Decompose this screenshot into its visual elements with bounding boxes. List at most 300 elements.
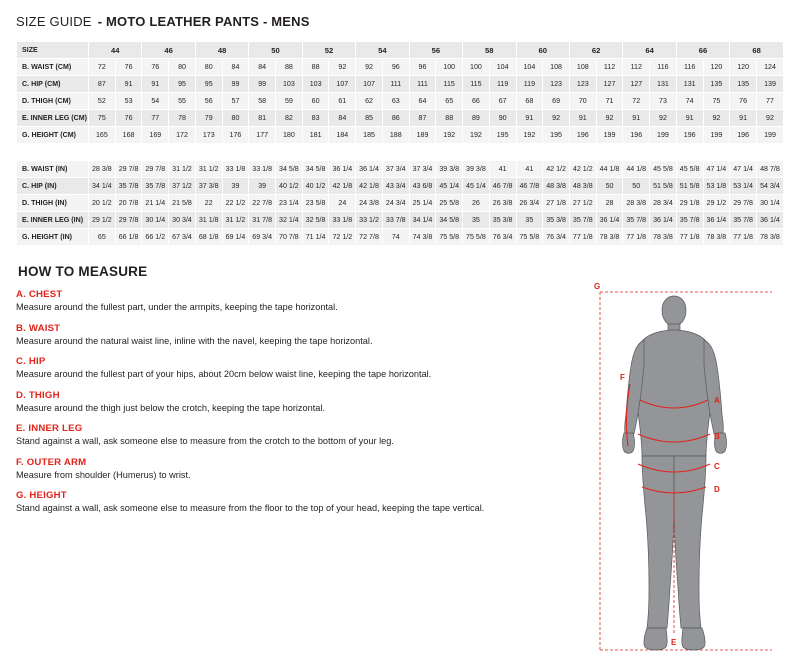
table-cell: 192 xyxy=(516,127,543,144)
table-cell: 26 3/8 xyxy=(489,195,516,212)
table-cell: 35 3/8 xyxy=(543,212,570,229)
table-cell: 81 xyxy=(249,110,276,127)
table-cell: 131 xyxy=(650,76,677,93)
table-cell: 116 xyxy=(676,59,703,76)
measure-item xyxy=(16,423,616,448)
table-cell: 76 xyxy=(115,59,142,76)
measure-item xyxy=(16,490,616,515)
table-row xyxy=(17,110,784,127)
table-row xyxy=(17,195,784,212)
table-header-cell: 68 xyxy=(730,42,784,59)
table-cell: 35 7/8 xyxy=(623,212,650,229)
table-cell: 116 xyxy=(650,59,677,76)
table-cell: 39 3/8 xyxy=(436,161,463,178)
table-cell: 35 7/8 xyxy=(730,212,757,229)
table-cell: 55 xyxy=(169,93,196,110)
measure-item-body: Stand against a wall, ask someone else to measure from the crotch to the bottom of your leg. xyxy=(16,436,394,446)
table-cell: 29 7/8 xyxy=(142,161,169,178)
row-label: B. WAIST (IN) xyxy=(17,161,89,178)
table-cell: 45 5/8 xyxy=(650,161,677,178)
label-d: D xyxy=(714,485,720,494)
table-cell: 177 xyxy=(249,127,276,144)
table-cell: 29 7/8 xyxy=(115,212,142,229)
table-cell: 60 xyxy=(302,93,329,110)
table-cell: 100 xyxy=(463,59,490,76)
table-cell: 189 xyxy=(409,127,436,144)
table-cell: 88 xyxy=(276,59,303,76)
label-g-top: G xyxy=(594,282,601,291)
table-cell: 103 xyxy=(302,76,329,93)
table-cell: 41 xyxy=(516,161,543,178)
table-cell: 45 1/4 xyxy=(436,178,463,195)
table-cell: 34 5/8 xyxy=(302,161,329,178)
table-cell: 75 xyxy=(703,93,730,110)
table-cell: 28 3/8 xyxy=(89,161,116,178)
table-cell: 107 xyxy=(356,76,383,93)
table-cell: 37 1/2 xyxy=(169,178,196,195)
table-cell: 199 xyxy=(703,127,730,144)
measure-item-body: Measure from shoulder (Humerus) to wrist. xyxy=(16,469,191,480)
table-cell: 29 7/8 xyxy=(730,195,757,212)
table-cell: 36 1/4 xyxy=(703,212,730,229)
table-cell: 66 1/2 xyxy=(142,229,169,246)
table-cell: 37 3/4 xyxy=(409,161,436,178)
table-cell: 99 xyxy=(222,76,249,93)
table-cell: 30 3/4 xyxy=(169,212,196,229)
table-header-cell: 52 xyxy=(302,42,355,59)
table-cell: 119 xyxy=(489,76,516,93)
table-cell: 119 xyxy=(516,76,543,93)
table-cell: 31 1/2 xyxy=(222,212,249,229)
table-cell: 92 xyxy=(756,110,783,127)
table-cell: 78 3/8 xyxy=(703,229,730,246)
table-cell: 84 xyxy=(329,110,356,127)
table-header-cell: 56 xyxy=(409,42,462,59)
table-cell: 57 xyxy=(222,93,249,110)
table-cell: 35 7/8 xyxy=(115,178,142,195)
table-cell: 135 xyxy=(730,76,757,93)
table-cell: 199 xyxy=(596,127,623,144)
table-cell: 95 xyxy=(169,76,196,93)
table-cell: 30 1/4 xyxy=(756,195,783,212)
table-cell: 20 1/2 xyxy=(89,195,116,212)
table-cell: 71 1/4 xyxy=(302,229,329,246)
table-cell: 33 1/8 xyxy=(222,161,249,178)
table-cell: 77 xyxy=(142,110,169,127)
row-label: G. HEIGHT (CM) xyxy=(17,127,89,144)
table-cell: 173 xyxy=(195,127,222,144)
table-cell: 66 xyxy=(463,93,490,110)
table-cell: 100 xyxy=(436,59,463,76)
measure-item xyxy=(16,356,616,381)
table-cell: 23 1/4 xyxy=(276,195,303,212)
table-cell: 99 xyxy=(249,76,276,93)
table-cell: 64 xyxy=(409,93,436,110)
table-cell: 184 xyxy=(329,127,356,144)
table-cell: 24 3/4 xyxy=(382,195,409,212)
table-cell: 34 1/4 xyxy=(89,178,116,195)
table-cell: 72 1/2 xyxy=(329,229,356,246)
table-cell: 42 1/2 xyxy=(569,161,596,178)
table-cell: 24 xyxy=(329,195,356,212)
row-label: E. INNER LEG (CM) xyxy=(17,110,89,127)
measure-item-heading: A. CHEST xyxy=(16,289,63,300)
table-cell: 92 xyxy=(650,110,677,127)
page-title xyxy=(16,14,784,29)
table-cell: 29 7/8 xyxy=(115,161,142,178)
table-cell: 188 xyxy=(382,127,409,144)
table-cell: 33 7/8 xyxy=(382,212,409,229)
table-cell: 67 3/4 xyxy=(169,229,196,246)
table-cell: 69 3/4 xyxy=(249,229,276,246)
table-cell: 36 1/4 xyxy=(596,212,623,229)
table-cell: 65 xyxy=(436,93,463,110)
table-cell: 89 xyxy=(463,110,490,127)
table-cell: 72 xyxy=(623,93,650,110)
table-cell: 103 xyxy=(276,76,303,93)
table-cell: 27 1/2 xyxy=(569,195,596,212)
table-cell: 70 7/8 xyxy=(276,229,303,246)
table-cell: 27 1/8 xyxy=(543,195,570,212)
table-cell: 77 1/8 xyxy=(676,229,703,246)
table-cell: 44 1/8 xyxy=(623,161,650,178)
table-cell: 72 7/8 xyxy=(356,229,383,246)
table-cell: 46 7/8 xyxy=(516,178,543,195)
table-cell: 91 xyxy=(142,76,169,93)
table-cell: 62 xyxy=(356,93,383,110)
table-cell: 34 5/8 xyxy=(436,212,463,229)
table-cell: 71 xyxy=(596,93,623,110)
table-cell: 47 1/4 xyxy=(730,161,757,178)
measure-item xyxy=(16,323,616,348)
table-cell: 72 xyxy=(89,59,116,76)
table-cell: 35 xyxy=(463,212,490,229)
table-cell: 36 1/4 xyxy=(329,161,356,178)
table-header-cell: 58 xyxy=(463,42,516,59)
table-cell: 52 xyxy=(89,93,116,110)
table-cell: 20 7/8 xyxy=(115,195,142,212)
table-cell: 48 7/8 xyxy=(756,161,783,178)
table-cell: 32 5/8 xyxy=(302,212,329,229)
table-row xyxy=(17,178,784,195)
table-cell: 34 5/8 xyxy=(276,161,303,178)
table-cell: 76 xyxy=(142,59,169,76)
size-table xyxy=(16,41,784,246)
table-cell: 36 1/4 xyxy=(650,212,677,229)
table-cell: 36 1/4 xyxy=(356,161,383,178)
table-cell: 48 3/8 xyxy=(543,178,570,195)
table-cell: 196 xyxy=(676,127,703,144)
table-cell: 95 xyxy=(195,76,222,93)
table-cell: 181 xyxy=(302,127,329,144)
measure-item-heading: B. WAIST xyxy=(16,322,61,334)
table-cell: 124 xyxy=(756,59,783,76)
table-cell: 28 3/4 xyxy=(650,195,677,212)
table-cell: 127 xyxy=(596,76,623,93)
measure-item-body: Measure around the fullest part, under the armpits, keeping the tape horizontal. xyxy=(16,302,338,312)
table-cell: 91 xyxy=(516,110,543,127)
measure-item xyxy=(16,289,616,314)
table-spacer xyxy=(17,144,784,161)
table-cell: 39 xyxy=(249,178,276,195)
table-cell: 111 xyxy=(409,76,436,93)
table-row xyxy=(17,127,784,144)
table-cell: 112 xyxy=(623,59,650,76)
table-cell: 33 1/8 xyxy=(329,212,356,229)
table-cell: 195 xyxy=(489,127,516,144)
table-cell: 73 xyxy=(650,93,677,110)
table-header-cell: 44 xyxy=(89,42,142,59)
table-cell: 42 1/2 xyxy=(543,161,570,178)
table-cell: 91 xyxy=(623,110,650,127)
table-cell: 42 1/8 xyxy=(356,178,383,195)
table-cell: 51 5/8 xyxy=(676,178,703,195)
table-cell: 39 xyxy=(222,178,249,195)
table-cell: 90 xyxy=(489,110,516,127)
table-cell: 78 3/8 xyxy=(596,229,623,246)
measure-item xyxy=(16,390,616,415)
table-cell: 23 5/8 xyxy=(302,195,329,212)
table-cell: 88 xyxy=(436,110,463,127)
measure-item-heading: C. HIP xyxy=(16,356,46,367)
table-cell: 107 xyxy=(329,76,356,93)
table-cell: 87 xyxy=(409,110,436,127)
row-label: D. THIGH (IN) xyxy=(17,195,89,212)
table-cell: 63 xyxy=(382,93,409,110)
table-cell: 120 xyxy=(703,59,730,76)
table-cell: 192 xyxy=(436,127,463,144)
table-cell: 22 7/8 xyxy=(249,195,276,212)
table-cell: 74 xyxy=(676,93,703,110)
table-row xyxy=(17,229,784,246)
measure-item-body: Measure around the natural waist line, inline with the navel, keeping the tape horizontal. xyxy=(16,335,373,346)
table-cell: 104 xyxy=(489,59,516,76)
measure-item-body: Stand against a wall, ask someone else to measure from the floor to the top of your head, keeping the tape vertical. xyxy=(16,503,485,513)
table-header-cell: 64 xyxy=(623,42,676,59)
table-cell: 26 3/4 xyxy=(516,195,543,212)
table-cell: 22 1/2 xyxy=(222,195,249,212)
table-cell: 68 xyxy=(516,93,543,110)
table-cell: 35 7/8 xyxy=(676,212,703,229)
table-cell: 92 xyxy=(356,59,383,76)
table-cell: 33 1/2 xyxy=(356,212,383,229)
table-cell: 33 1/8 xyxy=(249,161,276,178)
table-cell: 40 1/2 xyxy=(276,178,303,195)
table-cell: 45 5/8 xyxy=(676,161,703,178)
label-f: F xyxy=(620,373,625,382)
table-cell: 85 xyxy=(356,110,383,127)
table-cell: 111 xyxy=(382,76,409,93)
table-cell: 79 xyxy=(195,110,222,127)
table-cell: 77 1/8 xyxy=(623,229,650,246)
table-cell: 76 3/4 xyxy=(543,229,570,246)
table-cell: 83 xyxy=(302,110,329,127)
table-cell: 108 xyxy=(543,59,570,76)
table-header-cell: 50 xyxy=(249,42,302,59)
table-cell: 25 5/8 xyxy=(436,195,463,212)
row-label: C. HIP (IN) xyxy=(17,178,89,195)
table-cell: 56 xyxy=(195,93,222,110)
table-cell: 123 xyxy=(569,76,596,93)
table-cell: 40 1/2 xyxy=(302,178,329,195)
table-cell: 120 xyxy=(730,59,757,76)
row-label: G. HEIGHT (IN) xyxy=(17,229,89,246)
table-cell: 76 xyxy=(115,110,142,127)
table-cell: 31 1/2 xyxy=(195,161,222,178)
table-cell: 165 xyxy=(89,127,116,144)
table-cell: 39 3/8 xyxy=(463,161,490,178)
table-cell: 68 1/8 xyxy=(195,229,222,246)
table-cell: 131 xyxy=(676,76,703,93)
table-cell: 196 xyxy=(569,127,596,144)
table-cell: 29 1/2 xyxy=(89,212,116,229)
table-cell: 196 xyxy=(730,127,757,144)
table-header-cell: 48 xyxy=(195,42,248,59)
row-label: E. INNER LEG (IN) xyxy=(17,212,89,229)
table-cell: 53 xyxy=(115,93,142,110)
table-cell: 61 xyxy=(329,93,356,110)
how-to-measure-title: HOW TO MEASURE xyxy=(18,264,148,279)
table-cell: 30 1/4 xyxy=(142,212,169,229)
table-header-cell: 54 xyxy=(356,42,409,59)
table-cell: 50 xyxy=(596,178,623,195)
table-header-cell: SIZE xyxy=(17,42,89,59)
table-cell: 29 1/8 xyxy=(676,195,703,212)
table-cell: 104 xyxy=(516,59,543,76)
table-cell: 53 1/8 xyxy=(703,178,730,195)
table-cell: 135 xyxy=(703,76,730,93)
table-cell: 31 1/8 xyxy=(195,212,222,229)
table-cell: 32 1/4 xyxy=(276,212,303,229)
table-cell: 42 1/8 xyxy=(329,178,356,195)
table-cell: 91 xyxy=(730,110,757,127)
table-cell: 75 xyxy=(89,110,116,127)
table-cell: 139 xyxy=(756,76,783,93)
table-cell: 180 xyxy=(276,127,303,144)
table-cell: 22 xyxy=(195,195,222,212)
table-cell: 21 5/8 xyxy=(169,195,196,212)
table-cell: 45 1/4 xyxy=(463,178,490,195)
label-a: A xyxy=(714,396,720,405)
table-cell: 70 xyxy=(569,93,596,110)
table-cell: 69 xyxy=(543,93,570,110)
table-cell: 75 5/8 xyxy=(436,229,463,246)
table-cell: 34 1/4 xyxy=(409,212,436,229)
table-row xyxy=(17,76,784,93)
label-e: E xyxy=(671,638,677,647)
table-cell: 91 xyxy=(569,110,596,127)
table-cell: 82 xyxy=(276,110,303,127)
table-cell: 46 7/8 xyxy=(489,178,516,195)
table-cell: 35 7/8 xyxy=(569,212,596,229)
table-cell: 74 3/8 xyxy=(409,229,436,246)
table-cell: 48 3/8 xyxy=(569,178,596,195)
table-row xyxy=(17,212,784,229)
label-b: B xyxy=(714,432,720,441)
table-cell: 78 3/8 xyxy=(756,229,783,246)
title-main: SIZE GUIDE xyxy=(16,14,92,29)
table-cell: 176 xyxy=(222,127,249,144)
table-cell: 76 xyxy=(730,93,757,110)
table-header-cell: 60 xyxy=(516,42,569,59)
table-cell: 69 1/4 xyxy=(222,229,249,246)
measure-item-heading: D. THIGH xyxy=(16,389,60,401)
table-cell: 43 3/4 xyxy=(382,178,409,195)
table-row xyxy=(17,59,784,76)
row-label: D. THIGH (CM) xyxy=(17,93,89,110)
table-cell: 127 xyxy=(623,76,650,93)
table-cell: 43 6/8 xyxy=(409,178,436,195)
table-cell: 84 xyxy=(222,59,249,76)
table-cell: 123 xyxy=(543,76,570,93)
table-cell: 31 1/2 xyxy=(169,161,196,178)
table-cell: 80 xyxy=(222,110,249,127)
table-cell: 96 xyxy=(382,59,409,76)
measure-item-heading: F. OUTER ARM xyxy=(16,456,87,468)
table-cell: 58 xyxy=(249,93,276,110)
table-cell: 76 3/4 xyxy=(489,229,516,246)
table-cell: 196 xyxy=(623,127,650,144)
table-cell: 80 xyxy=(169,59,196,76)
table-cell: 112 xyxy=(596,59,623,76)
table-cell: 77 xyxy=(756,93,783,110)
measure-item-heading: G. HEIGHT xyxy=(16,490,67,501)
table-cell: 37 3/4 xyxy=(382,161,409,178)
table-cell: 77 1/8 xyxy=(730,229,757,246)
table-cell: 67 xyxy=(489,93,516,110)
table-cell: 78 3/8 xyxy=(650,229,677,246)
table-cell: 66 1/8 xyxy=(115,229,142,246)
table-cell: 74 xyxy=(382,229,409,246)
table-cell: 41 xyxy=(489,161,516,178)
table-cell: 54 xyxy=(142,93,169,110)
table-cell: 59 xyxy=(276,93,303,110)
table-cell: 92 xyxy=(703,110,730,127)
table-cell: 92 xyxy=(596,110,623,127)
table-cell: 199 xyxy=(650,127,677,144)
table-cell: 91 xyxy=(115,76,142,93)
table-cell: 29 1/2 xyxy=(703,195,730,212)
table-row xyxy=(17,93,784,110)
table-cell: 26 xyxy=(463,195,490,212)
table-header-cell: 46 xyxy=(142,42,195,59)
row-label: C. HIP (CM) xyxy=(17,76,89,93)
table-cell: 54 3/4 xyxy=(756,178,783,195)
table-cell: 92 xyxy=(543,110,570,127)
table-cell: 199 xyxy=(756,127,783,144)
table-cell: 185 xyxy=(356,127,383,144)
table-cell: 195 xyxy=(543,127,570,144)
measure-item-heading: E. INNER LEG xyxy=(16,423,83,434)
title-sub: - MOTO LEATHER PANTS - MENS xyxy=(97,14,310,29)
table-cell: 115 xyxy=(463,76,490,93)
table-cell: 172 xyxy=(169,127,196,144)
measure-item xyxy=(16,457,616,482)
measure-item-body: Measure around the fullest part of your hips, about 20cm below waist line, keeping the tape horizontal. xyxy=(16,369,432,379)
table-cell: 84 xyxy=(249,59,276,76)
row-label: B. WAIST (CM) xyxy=(17,59,89,76)
table-cell: 108 xyxy=(569,59,596,76)
table-cell: 169 xyxy=(142,127,169,144)
table-cell: 91 xyxy=(676,110,703,127)
table-cell: 53 1/4 xyxy=(730,178,757,195)
table-cell: 115 xyxy=(436,76,463,93)
table-cell: 28 3/8 xyxy=(623,195,650,212)
table-cell: 31 7/8 xyxy=(249,212,276,229)
body-measurement-diagram xyxy=(586,282,786,662)
measure-item-body: Measure around the thigh just below the crotch, keeping the tape horizontal. xyxy=(16,402,325,413)
table-cell: 47 1/4 xyxy=(703,161,730,178)
